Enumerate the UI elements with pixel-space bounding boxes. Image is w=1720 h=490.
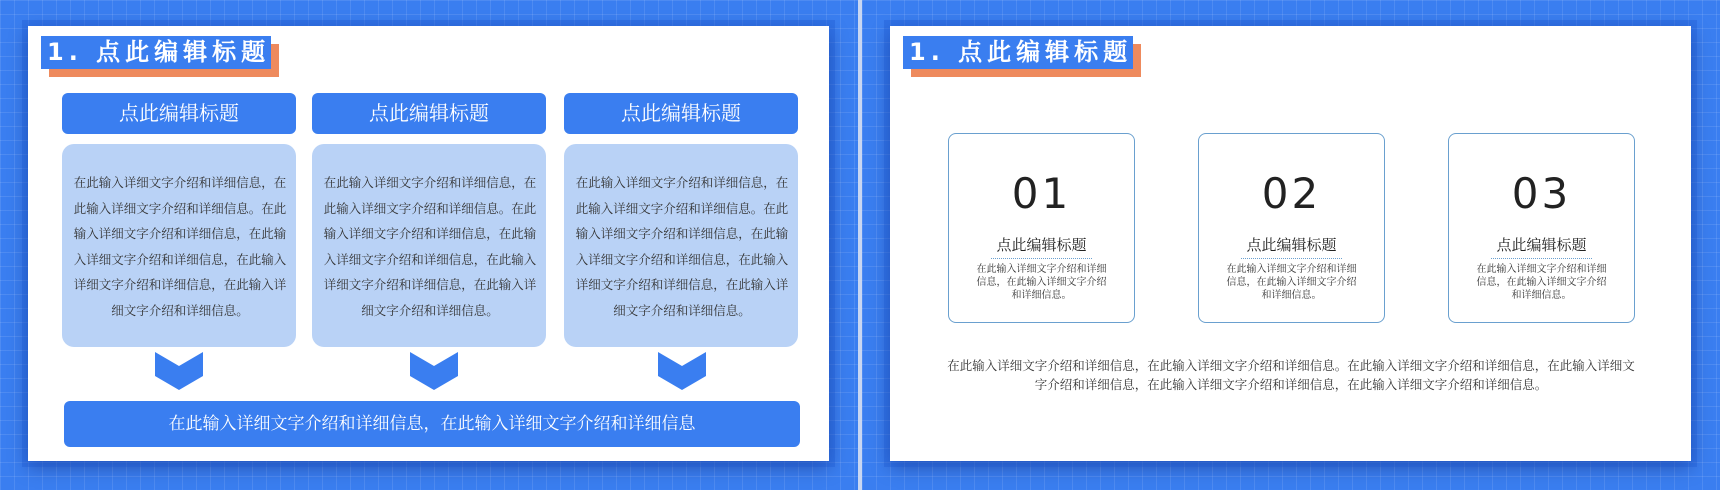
chevron-down-icon (410, 352, 458, 392)
column-1-header[interactable]: 点此编辑标题 (62, 93, 296, 134)
card-divider (991, 258, 1092, 259)
card-title: 点此编辑标题 (1246, 236, 1337, 254)
slide-2 (862, 0, 1720, 490)
card-divider (1241, 258, 1342, 259)
column-2-header[interactable]: 点此编辑标题 (312, 93, 546, 134)
column-2-body[interactable]: 在此输入详细文字介绍和详细信息，在此输入详细文字介绍和详细信息。在此输入详细文字介绍和详细信息，在此输入详细文字介绍和详细信息，在此输入详细文字介绍和详细信息，在此输入详细文字介绍和详细信息。 (312, 144, 546, 347)
card-title: 点此编辑标题 (996, 236, 1087, 254)
card-number: 02 (1261, 169, 1322, 218)
card-title: 点此编辑标题 (1496, 236, 1587, 254)
card-divider (1491, 258, 1592, 259)
card-number: 01 (1011, 169, 1072, 218)
bottom-summary-bar[interactable]: 在此输入详细文字介绍和详细信息，在此输入详细文字介绍和详细信息 (64, 401, 800, 447)
card-description: 在此输入详细文字介绍和详细信息，在此输入详细文字介绍和详细信息。 (1476, 264, 1607, 301)
slide-1-panel (28, 26, 829, 461)
column-1-body[interactable]: 在此输入详细文字介绍和详细信息，在此输入详细文字介绍和详细信息。在此输入详细文字介绍和详细信息，在此输入详细文字介绍和详细信息，在此输入详细文字介绍和详细信息，在此输入详细文字介绍和详细信息。 (62, 144, 296, 347)
card-1[interactable] (948, 133, 1135, 323)
card-2[interactable] (1198, 133, 1385, 323)
slide-2-summary-text[interactable]: 在此输入详细文字介绍和详细信息，在此输入详细文字介绍和详细信息。在此输入详细文字介绍和详细信息，在此输入详细文字介绍和详细信息，在此输入详细文字介绍和详细信息，在此输入详细文字介绍和详细信息。 (947, 358, 1635, 392)
slide-1-title[interactable]: 1. 点此编辑标题 (41, 36, 271, 69)
chevron-down-icon (155, 352, 203, 392)
slide-2-panel (890, 26, 1691, 461)
slide-1 (0, 0, 858, 490)
chevron-down-icon (658, 352, 706, 392)
card-description: 在此输入详细文字介绍和详细信息，在此输入详细文字介绍和详细信息。 (976, 264, 1107, 301)
card-number: 03 (1511, 169, 1572, 218)
slide-1-title-tag (41, 36, 281, 72)
slide-2-title[interactable]: 1. 点此编辑标题 (903, 36, 1133, 69)
card-description: 在此输入详细文字介绍和详细信息，在此输入详细文字介绍和详细信息。 (1226, 264, 1357, 301)
column-3-header[interactable]: 点此编辑标题 (564, 93, 798, 134)
column-3-body[interactable]: 在此输入详细文字介绍和详细信息，在此输入详细文字介绍和详细信息。在此输入详细文字介绍和详细信息，在此输入详细文字介绍和详细信息，在此输入详细文字介绍和详细信息，在此输入详细文字介绍和详细信息。 (564, 144, 798, 347)
slide-2-title-tag (903, 36, 1143, 72)
card-3[interactable] (1448, 133, 1635, 323)
